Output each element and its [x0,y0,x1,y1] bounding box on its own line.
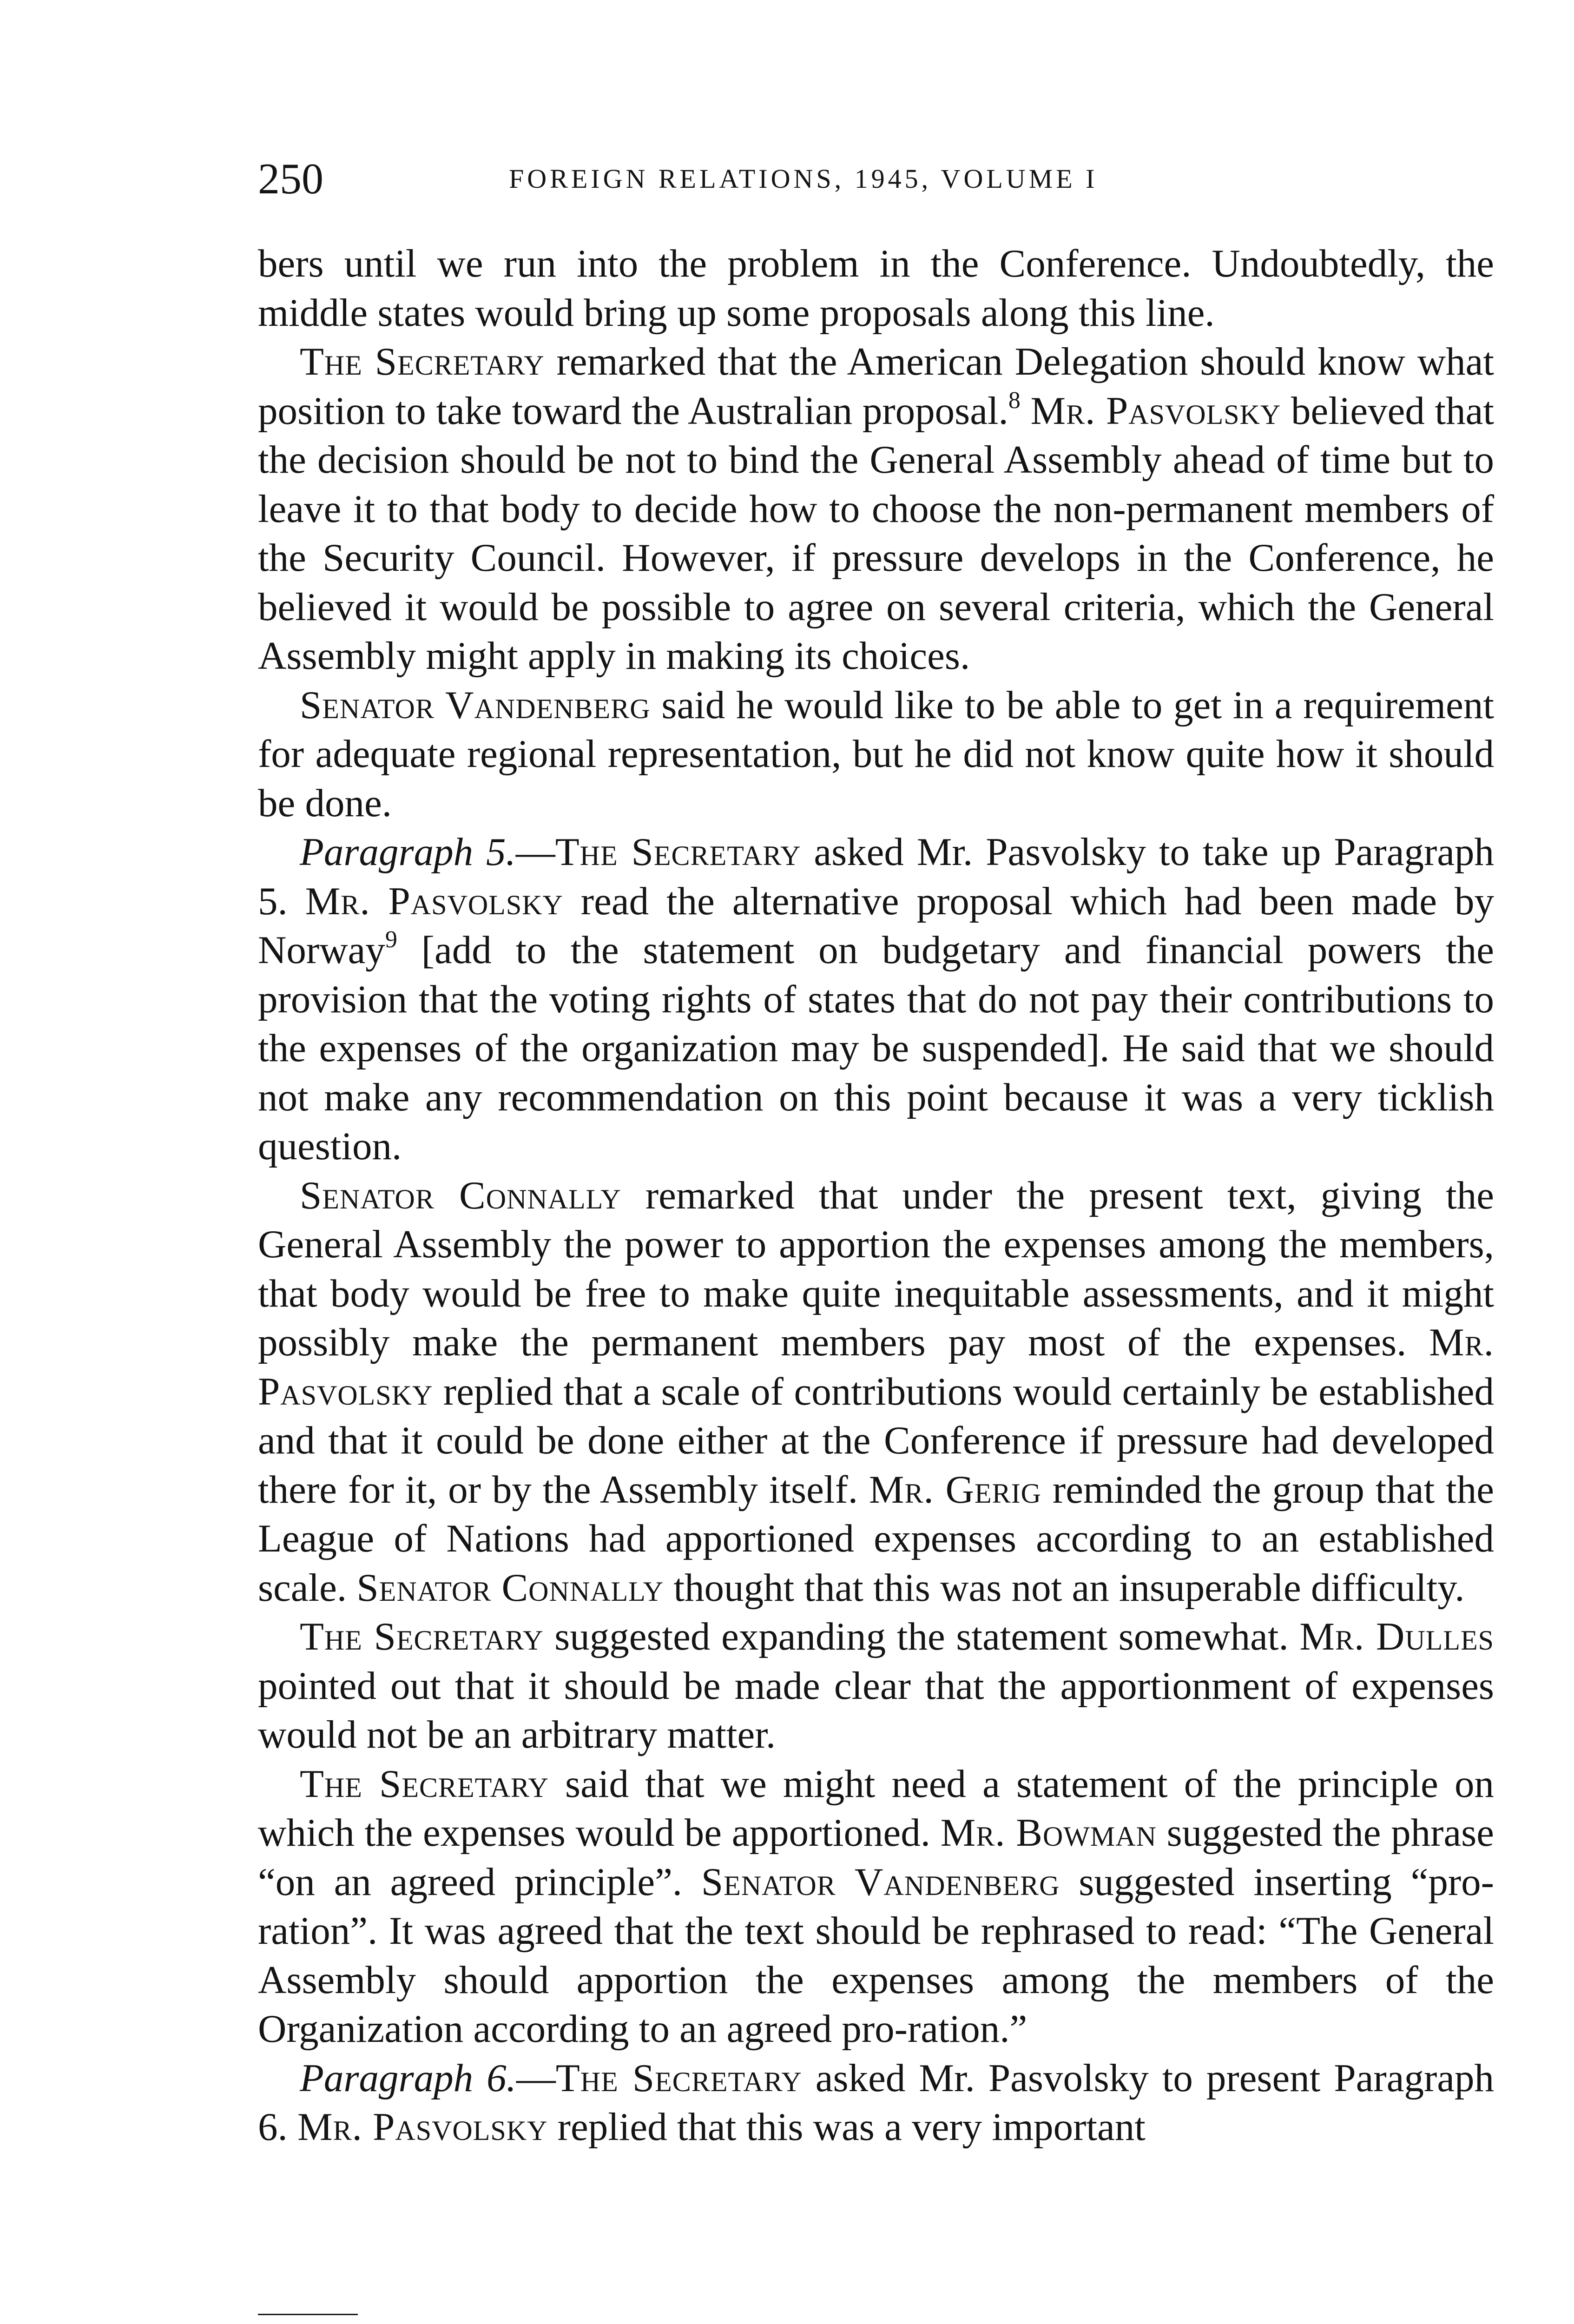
footnote-reference: 9 [385,926,397,953]
text-run: reminded the group that the League of Nations had apportioned expenses according to an established scale. [258,1467,1494,1610]
text-run: said he would like to be able to get in a requirement for adequate regional representation, but he did not know quite how it should be done. [258,683,1494,825]
paragraph [258,239,1494,337]
footnote-divider [258,2314,358,2315]
speaker-name: Mr. Dulles [1299,1615,1494,1658]
text-run: [add to the statement on budgetary and financial powers the provision that the voting rights of states that do not pay their contributions to the expenses of the organization may be suspended]. He said that we should not make any recommendation on this point because it was a very ticklish question. [258,928,1494,1168]
speaker-name: Mr. Bowman [940,1811,1157,1855]
text-run: thought that this was not an insuperable difficulty. [664,1565,1465,1610]
text-run: pointed out that it should be made clear that the apportionment of expenses would not be an arbitrary matter. [258,1664,1494,1756]
text-run: suggested inserting “pro-ration”. It was agreed that the text should be rephrased to read: “The General Assembly should apportion the expenses among the members of the Organization according to an agreed pro-ration.” [258,1860,1494,2051]
paragraph [258,1612,1494,1760]
speaker-name: The Secretary [300,1615,544,1658]
paragraph-heading: Paragraph 5. [300,830,516,874]
text-run: — [516,2056,556,2100]
paragraph [258,1760,1494,2054]
speaker-name: Mr. Gerig [869,1467,1042,1512]
text-run: suggested the phrase “on an agreed principle”. [258,1811,1494,1904]
text-run: believed that the decision should be not to bind the General Assembly ahead of time but to leave it to that body to decide how to choose the non-permanent members of the Security Council. However, if pressure develops in the Conference, he believed it would be possible to agree on several criteria, which the General Assembly might apply in making its choices. [258,389,1495,678]
text-run [1021,389,1031,433]
paragraph-heading: Paragraph 6. [300,2056,516,2100]
body-text [258,239,1494,2152]
speaker-name: Senator Vandenberg [300,683,651,727]
text-run: said that we might need a statement of the principle on which the expenses would be apportioned. [258,1762,1495,1855]
speaker-name: Mr. Pasvolsky [305,879,563,923]
page-header [258,153,1494,205]
paragraph [258,337,1494,681]
text-run: remarked that under the present text, giving the General Assembly the power to apportion the expenses among the members, that body would be free to make quite inequitable assessments, and it might possibly make the permanent members pay most of the expenses. [258,1173,1494,1364]
text-run: asked Mr. Pasvolsky to take up Paragraph 5. [258,830,1494,923]
text-run: suggested expanding the statement somewhat. [543,1615,1300,1658]
speaker-name: The Secretary [300,1762,549,1806]
paragraph [258,681,1494,828]
speaker-name: Senator Connally [300,1173,621,1217]
text-run: replied that a scale of contributions would certainly be established and that it could be done either at the Conference if pressure had developed there for it, or by the Assembly itself. [258,1369,1494,1512]
speaker-name: Senator Connally [356,1565,664,1610]
speaker-name: Mr. Pasvolsky [258,1320,1494,1413]
paragraph [258,1171,1494,1613]
paragraph [258,2054,1494,2152]
speaker-name: The Secretary [555,2056,802,2100]
text-run: asked Mr. Pasvolsky to present Paragraph 6. [258,2056,1494,2149]
text-run: remarked that the American Delegation should know what position to take toward the Australian proposal. [258,340,1495,433]
speaker-name: The Secretary [555,830,801,874]
speaker-name: The Secretary [300,340,545,383]
text-run: bers until we run into the problem in the Conference. Undoubtedly, the middle states would bring up some proposals along this line. [258,242,1494,335]
text-run: replied that this was a very important [547,2105,1146,2149]
speaker-name: Mr. Pasvolsky [1030,389,1281,433]
text-run: read the alternative proposal which had been made by Norway [258,879,1494,972]
speaker-name: Senator Vandenberg [701,1860,1060,1904]
footnote-reference: 8 [1008,387,1021,414]
speaker-name: Mr. Pasvolsky [297,2105,548,2149]
text-run: — [515,830,555,874]
running-title: FOREIGN RELATIONS, 1945, VOLUME I [509,164,1098,194]
paragraph [258,828,1494,1171]
page-number: 250 [258,155,323,203]
